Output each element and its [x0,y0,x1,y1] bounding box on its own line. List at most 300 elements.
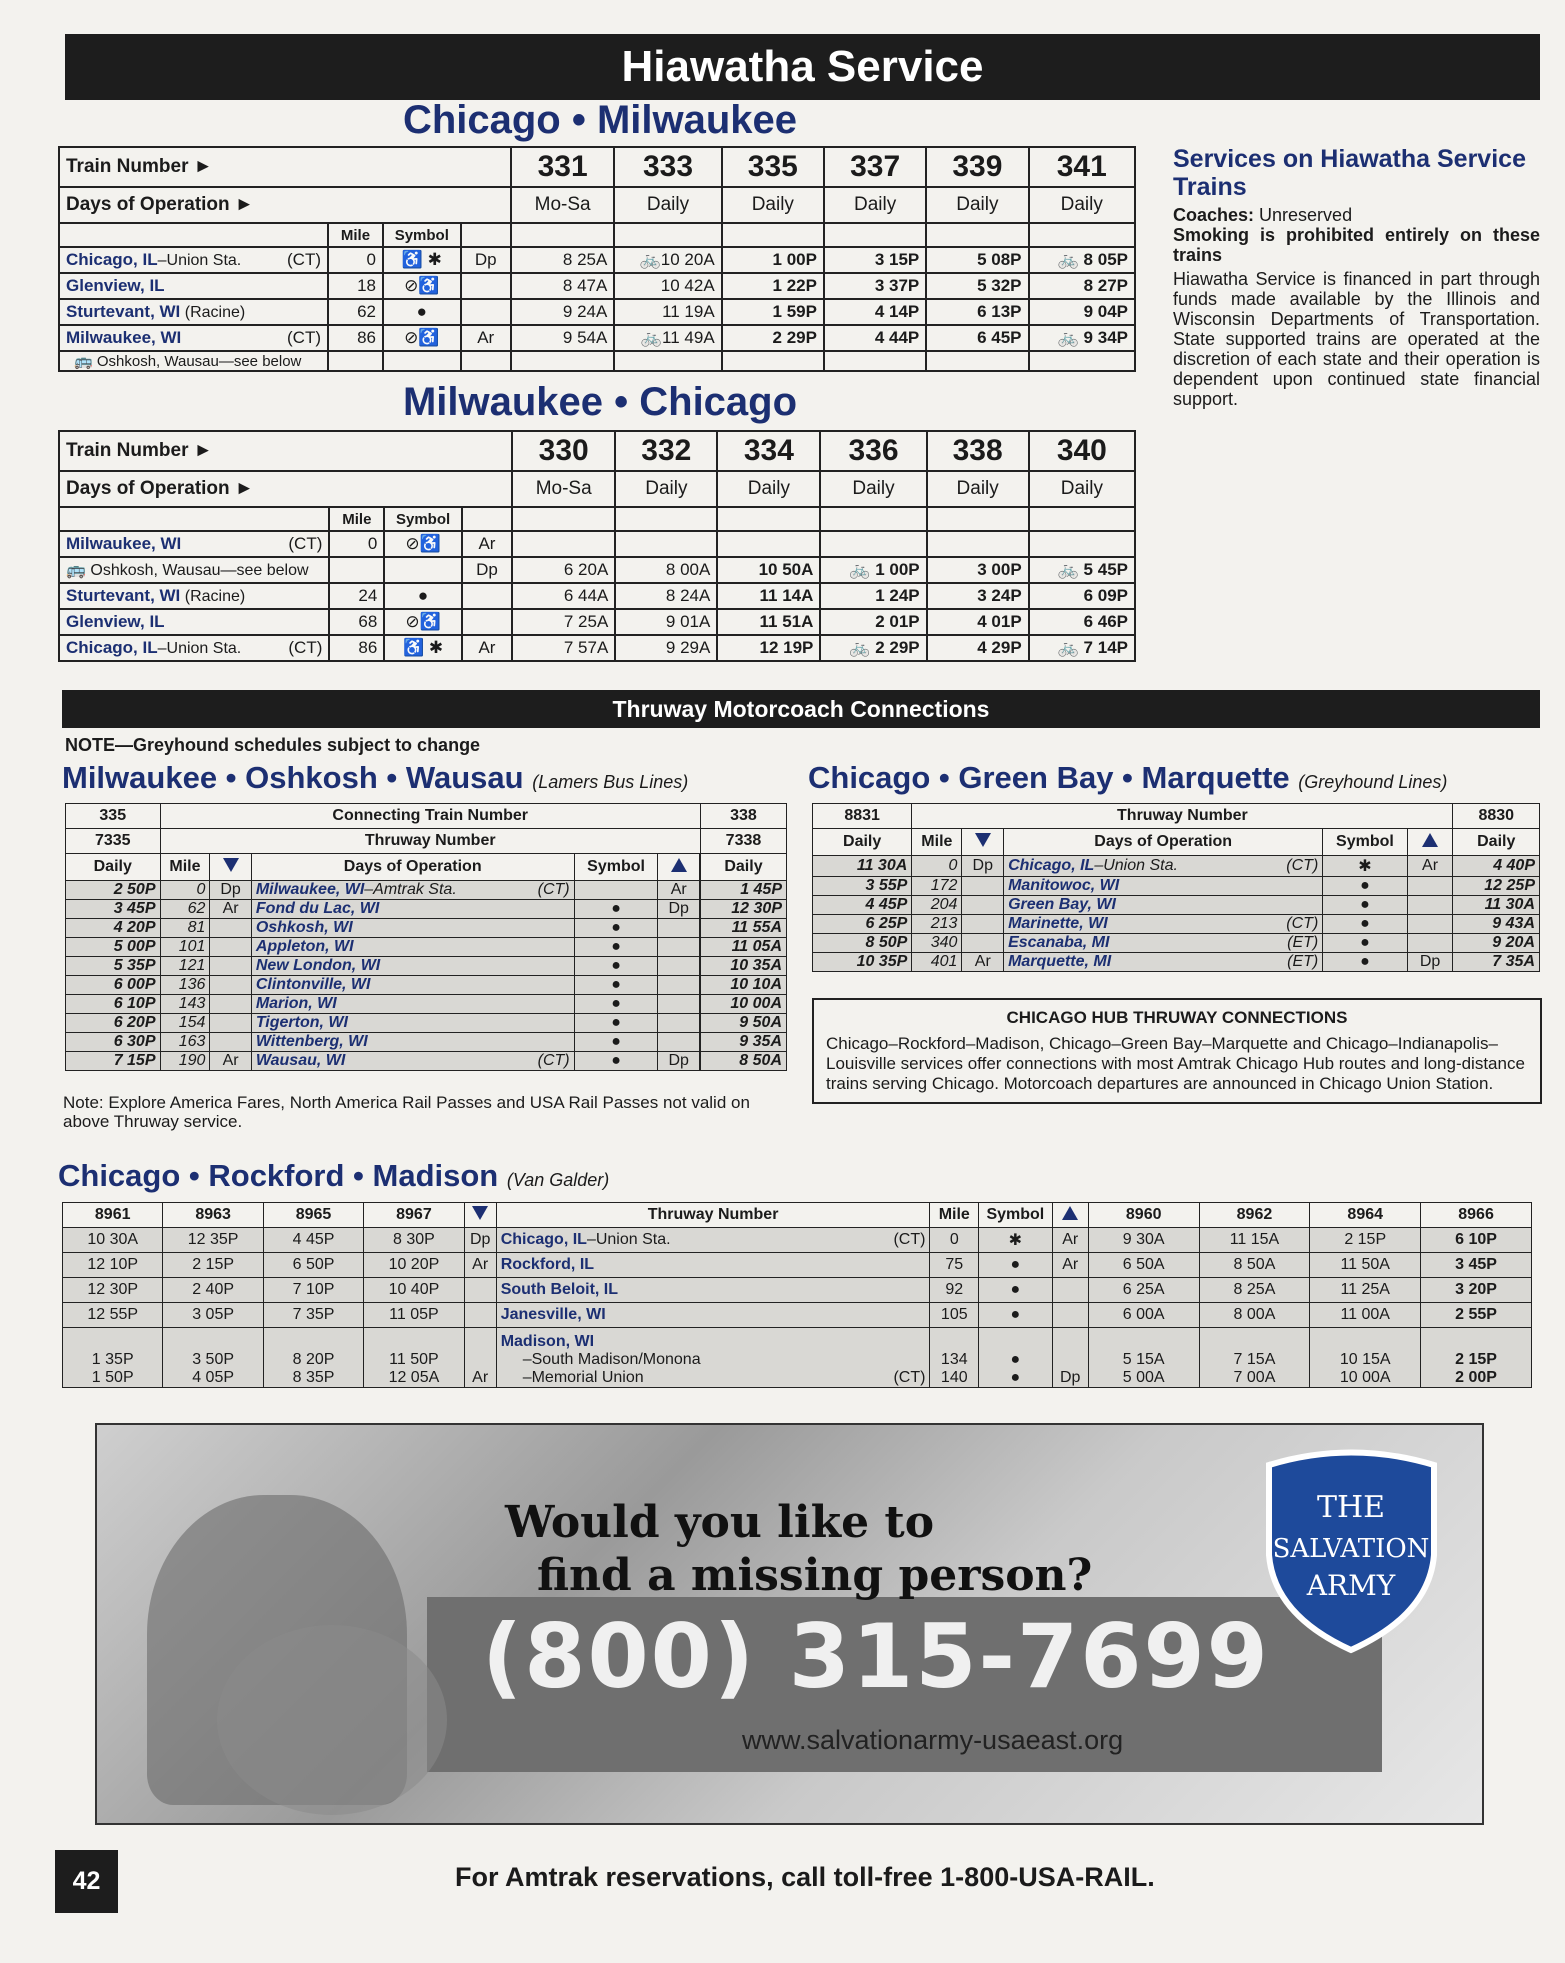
mile-value [329,557,384,583]
stop-cell [251,1033,574,1052]
station-row [59,557,1135,583]
departure-time: 8 25A [511,247,614,273]
days-of-operation-label: Days of Operation ► [59,471,512,507]
direction-left [962,896,1004,915]
departure-time [512,531,615,557]
station-suffix: 🚌 Oshkosh, Wausau—see below [66,562,309,579]
departure-time: 🚲 7 14P [1029,635,1135,661]
time-right-1: 5 15A [1122,1351,1165,1368]
empty-cell [328,351,383,371]
time-left-1: 11 50P [389,1351,439,1368]
stop-cell [496,1253,930,1278]
symbol-value [979,1328,1053,1388]
empty-cell [722,351,824,371]
time-right: 9 50A [700,1014,786,1033]
station-suffix: –Union Sta. [157,252,242,269]
stop-row [66,1052,787,1071]
direction-value: Dp [462,557,512,583]
stop-name: South Beloit, IL [500,1281,619,1298]
services-description: Hiawatha Service is financed in part through funds made available by the Illinois and Wisconsin Departments of Transportation. State supported trains are operated at the discretion of each state and their operation is dependent upon continued state financial support. [1173,269,1540,409]
train-number-label: Train Number ► [59,147,511,187]
days-of-operation: Daily [927,471,1029,507]
departure-time: 4 29P [927,635,1029,661]
timezone: (CT) [287,250,321,269]
station-row [59,247,1135,273]
thruway-number: 8965 [263,1203,363,1228]
stop-cell [251,938,574,957]
direction-right: Dp [1407,953,1453,972]
time-left-2: 4 05P [192,1369,235,1386]
time-right: 11 30A [1453,896,1540,915]
time-left: 6 10P [66,995,161,1014]
thruway-number: 8961 [63,1203,163,1228]
direction-left: Ar [210,900,251,919]
stop-name: Janesville, WI [500,1306,606,1323]
departure-time [615,531,717,557]
time-left-2: 12 05A [388,1369,440,1386]
mile-value: 154 [160,1014,210,1033]
mile-header: Mile [329,507,384,531]
station-suffix: (Racine) [180,588,246,605]
time-right: 6 25A [1088,1278,1199,1303]
departure-time: 2 01P [820,609,926,635]
direction-left [962,877,1004,896]
direction-right [658,957,699,976]
departure-time: 🚲11 49A [614,325,721,351]
time-right-1: 7 15A [1233,1351,1276,1368]
thruway-number-left: 8831 [813,804,912,829]
mile-header: Mile [160,854,210,881]
direction-left: Ar [210,1052,251,1071]
route-title-milwaukee-chicago: Milwaukee • Chicago [402,380,798,424]
departure-time: 🚲 1 00P [820,557,926,583]
timezone: (CT) [893,1369,926,1386]
stop-row [813,915,1540,934]
symbol-value: ● [1323,896,1407,915]
departure-time: 3 15P [824,247,926,273]
empty-cell [824,351,926,371]
departure-time: 8 27P [1029,273,1135,299]
hub-title: CHICAGO HUB THRUWAY CONNECTIONS [1006,1008,1348,1027]
time-right: 10 35A [700,957,786,976]
time-right: 11 05A [700,938,786,957]
ad-url: www.salvationarmy-usaeast.org [742,1725,1124,1755]
stop-name: Escanaba, MI [1008,934,1110,951]
direction-right [658,938,699,957]
symbol-value: ● [574,1014,658,1033]
time-left: 2 50P [66,881,161,900]
stop-name: Milwaukee, WI [255,881,365,898]
time-right [1421,1328,1532,1388]
time-left: 6 50P [263,1253,363,1278]
direction-left: Dp [962,856,1004,877]
stop-cell [251,1052,574,1071]
departure-time: 4 01P [927,609,1029,635]
departure-time: 9 29A [615,635,717,661]
stop-cell [251,1014,574,1033]
days-of-operation: Daily [614,187,721,223]
stop-cell [1004,896,1323,915]
stop-name: Marinette, WI [1008,915,1108,932]
direction-right [658,1014,699,1033]
stop-cell [496,1278,930,1303]
mile-value: 121 [160,957,210,976]
stop-cell [496,1303,930,1328]
station-suffix: –Union Sta. [157,640,242,657]
station-row [59,583,1135,609]
direction-left [210,938,251,957]
time-left: 5 35P [66,957,161,976]
mile-value: 101 [160,938,210,957]
mile-value: 81 [160,919,210,938]
time-right-2: 5 00A [1122,1369,1165,1386]
stop-row [63,1228,1532,1253]
direction-left [962,934,1004,953]
train-number: 337 [824,147,926,187]
time-left: 6 30P [66,1033,161,1052]
empty-cell [461,351,511,371]
connecting-train-left: 335 [66,804,161,829]
symbol-header: Symbol [574,854,658,881]
stop-sub-1: –South Madison/Monona [522,1351,701,1368]
station-row [59,299,1135,325]
stop-suffix: –Amtrak Sta. [364,881,457,898]
time-left: 6 20P [66,1014,161,1033]
time-right: 11 55A [700,919,786,938]
symbol-value: ● [1323,934,1407,953]
mile-value: 190 [160,1052,210,1071]
time-left: 7 35P [263,1303,363,1328]
days-of-operation-label: Days of Operation [251,854,574,881]
direction-right: Ar [1052,1228,1088,1253]
departure-time: 2 29P [722,325,824,351]
symbol-value: ● [574,995,658,1014]
timezone: (CT) [537,881,570,898]
train-number: 338 [927,431,1029,471]
time-right: 8 50A [1199,1253,1310,1278]
thruway-number: 8963 [163,1203,263,1228]
symbol-value: ⊘♿ [384,531,462,557]
station-row [59,273,1135,299]
thruway-number-right: 7338 [700,829,786,854]
time-right: 9 20A [1453,934,1540,953]
timezone: (CT) [1286,857,1319,874]
connecting-train-label: Connecting Train Number [160,804,700,829]
direction-left [464,1303,496,1328]
departure-time: 11 51A [717,609,820,635]
station-suffix: (Racine) [180,304,246,321]
direction-left [210,995,251,1014]
direction-right [658,1033,699,1052]
mile-value: 68 [329,609,384,635]
station-name: Chicago, IL [66,638,158,657]
symbol-value [574,881,658,900]
time-left: 10 20P [364,1253,464,1278]
time-left [364,1328,464,1388]
symbol-value: ● [979,1278,1053,1303]
mile-value: 62 [328,299,383,325]
time-left: 11 30A [813,856,912,877]
bus-note-row [59,351,1135,371]
days-of-operation: Daily [1029,187,1135,223]
days-left: Daily [813,829,912,856]
station-cell [59,635,329,661]
train-number: 330 [512,431,615,471]
days-of-operation: Daily [820,471,926,507]
train-number: 341 [1029,147,1135,187]
direction-left [210,976,251,995]
footer-reservations: For Amtrak reservations, call toll-free 1-800-USA-RAIL. [455,1862,1155,1892]
station-cell [59,583,329,609]
time-right: 6 50A [1088,1253,1199,1278]
stop-sub-2-line [501,1369,926,1387]
time-right [1199,1328,1310,1388]
thruway-number-label: Thruway Number [160,829,700,854]
thruway-number: 8962 [1199,1203,1310,1228]
departure-time: 11 19A [614,299,721,325]
time-left-1: 8 20P [292,1351,335,1368]
oshkosh-title [62,760,688,796]
stop-name: Chicago, IL [500,1231,587,1248]
up-arrow-icon [1407,829,1453,856]
time-left: 10 35P [813,953,912,972]
stop-row [813,856,1540,877]
services-title: Services on Hiawatha Service Trains [1173,145,1526,201]
time-right: 6 00A [1088,1303,1199,1328]
mile-value: 0 [160,881,210,900]
time-right: 3 45P [1421,1253,1532,1278]
days-of-operation: Mo-Sa [512,471,615,507]
stop-suffix: –Union Sta. [586,1231,671,1248]
train-number-label: Train Number ► [59,431,512,471]
bus-note: 🚌 Oshkosh, Wausau—see below [59,351,328,371]
departure-time [717,531,820,557]
stop-name: Wausau, WI [255,1052,346,1069]
stop-row [66,957,787,976]
time-right: 11 15A [1199,1228,1310,1253]
time-right: 9 43A [1453,915,1540,934]
station-name: Glenview, IL [66,276,165,295]
mile-value: 86 [329,635,384,661]
time-right: 12 30P [700,900,786,919]
time-right: 11 00A [1310,1303,1421,1328]
stop-suffix: –Union Sta. [1094,857,1178,874]
departure-time: 3 24P [927,583,1029,609]
mile-value: 62 [160,900,210,919]
stop-row [813,877,1540,896]
symbol-header: Symbol [384,507,462,531]
stop-row [66,900,787,919]
time-right: 9 30A [1088,1228,1199,1253]
days-of-operation-label: Days of Operation ► [59,187,511,223]
mile-value: 24 [329,583,384,609]
time-right: 2 15P [1310,1228,1421,1253]
station-name: Sturtevant, WI [66,302,181,321]
thruway-number: 8960 [1088,1203,1199,1228]
stop-cell [496,1328,930,1388]
direction-value: Ar [462,531,512,557]
departure-time: 9 01A [615,609,717,635]
station-cell [59,531,329,557]
symbol-value: ● [384,583,462,609]
stop-cell [251,957,574,976]
direction-left: Ar [962,953,1004,972]
symbol-value: ● [1323,915,1407,934]
train-number: 331 [511,147,614,187]
departure-time: 1 24P [820,583,926,609]
station-name: Glenview, IL [66,612,165,631]
departure-time: 1 00P [722,247,824,273]
symbol-value: ● [383,299,461,325]
symbol-value: ✱ [1323,856,1407,877]
symbol-header: Symbol [383,223,461,247]
time-right: 7 35A [1453,953,1540,972]
departure-time: 8 24A [615,583,717,609]
hub-text: Chicago–Rockford–Madison, Chicago–Green Bay–Marquette and Chicago–Indianapolis–Louisville services offer connections with most Amtrak Chicago Hub routes and long-distance trains serving Chicago. Motorcoach departures are announced in Chicago Union Station. [826,1034,1525,1093]
direction-left: Dp [210,881,251,900]
stop-cell [1004,856,1323,877]
departure-time: 6 09P [1029,583,1135,609]
timezone: (CT) [287,328,321,347]
direction-value [462,609,512,635]
symbol-value: ● [1323,953,1407,972]
mile-value: 0 [328,247,383,273]
days-of-operation: Daily [717,471,820,507]
timezone: (ET) [1287,953,1319,970]
empty-cell [614,351,721,371]
direction-right [658,995,699,1014]
time-left: 4 45P [813,896,912,915]
departure-time: 6 13P [926,299,1028,325]
departure-time: 5 08P [926,247,1028,273]
down-arrow-icon [962,829,1004,856]
departure-time: 9 24A [511,299,614,325]
time-right [1088,1328,1199,1388]
station-row [59,609,1135,635]
direction-right: Ar [1407,856,1453,877]
thruway-number-label: Thruway Number [496,1203,930,1228]
departure-time: 9 54A [511,325,614,351]
departure-time: 🚲 8 05P [1029,247,1135,273]
train-number: 332 [615,431,717,471]
direction-left [210,1014,251,1033]
time-left: 7 10P [263,1278,363,1303]
time-right: 1 45P [700,881,786,900]
timezone: (CT) [1286,915,1319,932]
stop-name: Marquette, MI [1008,953,1112,970]
stop-cell [1004,877,1323,896]
days-right: Daily [1453,829,1540,856]
mile-value: 401 [912,953,962,972]
timezone: (CT) [288,638,323,657]
greyhound-note: NOTE—Greyhound schedules subject to change [65,735,481,755]
stop-name: Manitowoc, WI [1008,877,1120,894]
days-of-operation: Mo-Sa [511,187,614,223]
departure-time: 8 00A [615,557,717,583]
time-right [1310,1328,1421,1388]
mile-value: 92 [930,1278,979,1303]
direction-value [461,273,511,299]
station-name: Sturtevant, WI [66,586,181,605]
coaches-value: Unreserved [1254,205,1353,225]
stop-cell [1004,934,1323,953]
time-right: 4 40P [1453,856,1540,877]
symbol-header: Symbol [1323,829,1407,856]
station-name: Milwaukee, WI [66,328,182,347]
time-right-2: 10 00A [1339,1369,1391,1386]
train-number: 340 [1029,431,1135,471]
stop-name: Marion, WI [255,995,337,1012]
time-right-2: 7 00A [1233,1369,1276,1386]
symbol-value: ⊘♿ [383,325,461,351]
thruway-number-left: 7335 [66,829,161,854]
direction-value: Ar [462,635,512,661]
oshkosh-route: Milwaukee • Oshkosh • Wausau [62,760,524,795]
greenbay-table [812,803,1540,972]
timezone: (CT) [288,534,323,553]
symbol-value: ♿ ✱ [383,247,461,273]
stop-cell [1004,953,1323,972]
mile-2: 140 [940,1369,968,1386]
direction-right: Dp [1052,1328,1088,1388]
departure-time [927,531,1029,557]
time-left: 2 15P [163,1253,263,1278]
train-number: 336 [820,431,926,471]
stop-cell [251,900,574,919]
ad-photo-child-icon [217,1625,447,1815]
direction-left [210,919,251,938]
mile-value [930,1328,979,1388]
thruway-number-label: Thruway Number [912,804,1453,829]
stop-row [813,934,1540,953]
stop-name: Clintonville, WI [255,976,371,993]
departure-time: 9 04P [1029,299,1135,325]
days-of-operation: Daily [615,471,717,507]
stop-cell [251,881,574,900]
time-right: 10 10A [700,976,786,995]
connecting-train-right: 338 [700,804,786,829]
timezone: (CT) [893,1231,926,1248]
shield-text-2: SALVATION [1272,1534,1430,1564]
symbol-value: ● [574,919,658,938]
mile-value: 0 [912,856,962,877]
time-left: 6 00P [66,976,161,995]
time-left: 2 40P [163,1278,263,1303]
stop-row [66,1033,787,1052]
services-panel [1173,145,1540,409]
departure-time: 6 20A [512,557,615,583]
salvation-army-ad [95,1423,1484,1825]
days-of-operation: Daily [722,187,824,223]
mile-header: Mile [328,223,383,247]
direction-right [658,976,699,995]
mile-value: 0 [930,1228,979,1253]
direction-right [1407,934,1453,953]
train-number: 334 [717,431,820,471]
time-right-1: 2 15P [1455,1351,1497,1368]
symbol-value: ● [574,900,658,919]
departure-time: 🚲 9 34P [1029,325,1135,351]
time-left: 12 55P [63,1303,163,1328]
stop-name: Wittenberg, WI [255,1033,368,1050]
time-left: 3 45P [66,900,161,919]
greenbay-title [808,760,1447,796]
symbol-value: ● [574,957,658,976]
direction-right [1407,896,1453,915]
time-right-1: 10 15A [1339,1351,1391,1368]
direction-left: Dp [464,1228,496,1253]
days-of-operation-label: Days of Operation [1004,829,1323,856]
